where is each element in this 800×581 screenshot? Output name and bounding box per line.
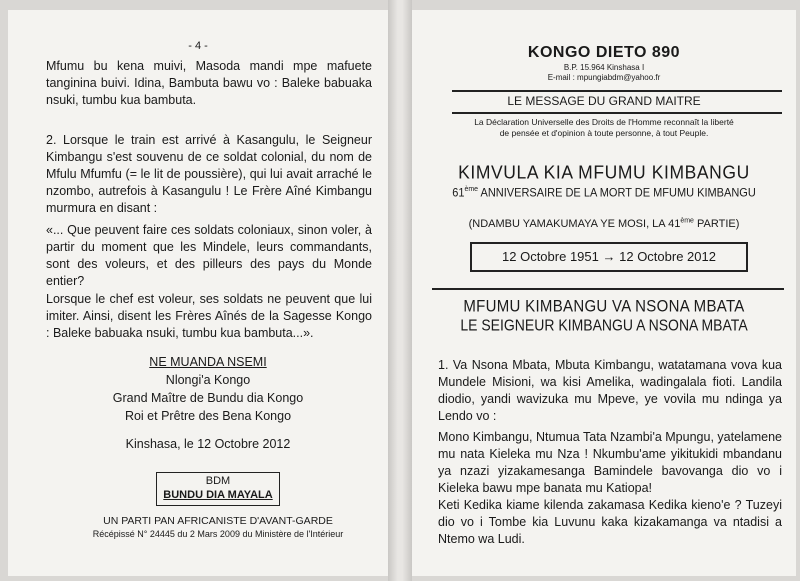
anniversary-text: ANNIVERSAIRE DE LA MORT DE MFUMU KIMBANGU <box>478 186 756 200</box>
paragraph-chef-voleur: Lorsque le chef est voleur, ses soldats ne peuvent que lui imiter. Ainsi, disent les Frères Aînés de la Sagesse Kongo : Baleke babuaka nsuki, tumbu kua bambuta...». <box>46 292 372 340</box>
section-title: LE MESSAGE DU GRAND MAITRE <box>507 94 701 108</box>
page-number: - 4 - <box>188 40 208 52</box>
paragraph-keti-kedika: Keti Kedika kiame kilenda zakamasa Kedika kieno'e ? Tuzeyi dio vo i Tombe kia Luvunu kaka kizakamanga va ntadisi a Ntemo wa Ludi. <box>438 498 782 546</box>
left-page <box>8 10 388 576</box>
receipt-line: Récépissé N° 24445 du 2 Mars 2009 du Ministère de l'Intérieur <box>92 529 344 539</box>
signature-title-2: Grand Maître de Bundu dia Kongo <box>112 391 304 405</box>
anniversary-superscript: ème <box>464 185 479 194</box>
masthead-email: E-mail : mpungiabdm@yahoo.fr <box>547 73 661 82</box>
declaration-line-1: La Déclaration Universelle des Droits de l'Homme reconnaît la liberté <box>474 117 734 127</box>
headline-rule <box>432 288 784 290</box>
dates-line <box>470 248 748 266</box>
headline-1: MFUMU KIMBANGU VA NSONA MBATA <box>463 296 745 317</box>
paragraph-quote: «... Que peuvent faire ces soldats coloniaux, sinon voler, à partir du moment que les Mindele, leurs commandants, sont des voleurs, et des pilleurs des pays du Monde entier? <box>46 223 372 288</box>
paragraph-mono-kimbangu: Mono Kimbangu, Ntumua Tata Nzambi'a Mpungu, yatelamene mu nata Kieleka mu Nza ! Nkumbu'ame yikitukidi mbandanu ya nzazi yizakamesanga Bamindele bavovanga dio vo i Kieleka bawu mpe banata mu Katiopa! <box>438 430 783 495</box>
part-line <box>412 217 796 231</box>
paragraph-kikongo-intro: Mfumu bu kena muivi, Masoda mandi mpe mafuete tanginina buivi. Idina, Bambuta bawu vo : Baleke babuaka nsuki, tumbu kua bambuta. <box>46 59 372 107</box>
right-page <box>412 10 796 576</box>
page-gutter <box>388 0 412 581</box>
bdm-name: BUNDU DIA MAYALA <box>163 489 273 501</box>
masthead-bp: B.P. 15.964 Kinshasa I <box>563 63 645 72</box>
part-before: (NDAMBU YAMAKUMAYA YE MOSI, LA 41 <box>468 218 681 230</box>
main-title: KIMVULA KIA MFUMU KIMBANGU <box>458 161 750 183</box>
place-date: Kinshasa, le 12 Octobre 2012 <box>125 437 291 451</box>
headline-2: LE SEIGNEUR KIMBANGU A NSONA MBATA <box>460 315 748 334</box>
signature-name: NE MUANDA NSEMI <box>149 355 267 369</box>
date-end: 12 Octobre 2012 <box>619 249 716 264</box>
paragraph-nsona-mbata: 1. Va Nsona Mbata, Mbuta Kimbangu, watatamana vova kua Mundele Misioni, wa kisi Amelika, wadingalala fioti. Landila diodio, yandi wavizuka mu Mpeve, ye vovila mu ndinga ya Lendo vo : <box>438 358 782 423</box>
anniversary-line <box>412 185 796 200</box>
masthead-title: KONGO DIETO 890 <box>527 44 681 61</box>
signature-title-1: Nlongi'a Kongo <box>165 373 251 387</box>
declaration-line-2: de pensée et d'opinion à toute personne, à tout Peuple. <box>499 128 709 138</box>
top-rule <box>452 90 782 92</box>
date-start: 12 Octobre 1951 <box>502 249 599 264</box>
part-superscript: ème <box>680 217 694 225</box>
bdm-acronym: BDM <box>205 475 231 487</box>
part-after: PARTIE) <box>693 218 740 230</box>
paragraph-train-kasangulu: 2. Lorsque le train est arrivé à Kasangulu, le Seigneur Kimbangu s'est souvenu de ce soldat colonial, du nom de Mfulu Mfumfu (= le lit de poussière), qui lui avait arraché le nzombo, autrefois à Kasangulu ! Le Frère Aîné Kimbangu murmura en disant : <box>46 133 372 215</box>
anniversary-number: 61 <box>452 186 465 200</box>
party-description: UN PARTI PAN AFRICANISTE D'AVANT-GARDE <box>103 515 333 527</box>
section-rule <box>452 112 782 114</box>
signature-title-3: Roi et Prêtre des Bena Kongo <box>124 409 292 423</box>
arrow-icon: → <box>602 249 616 264</box>
